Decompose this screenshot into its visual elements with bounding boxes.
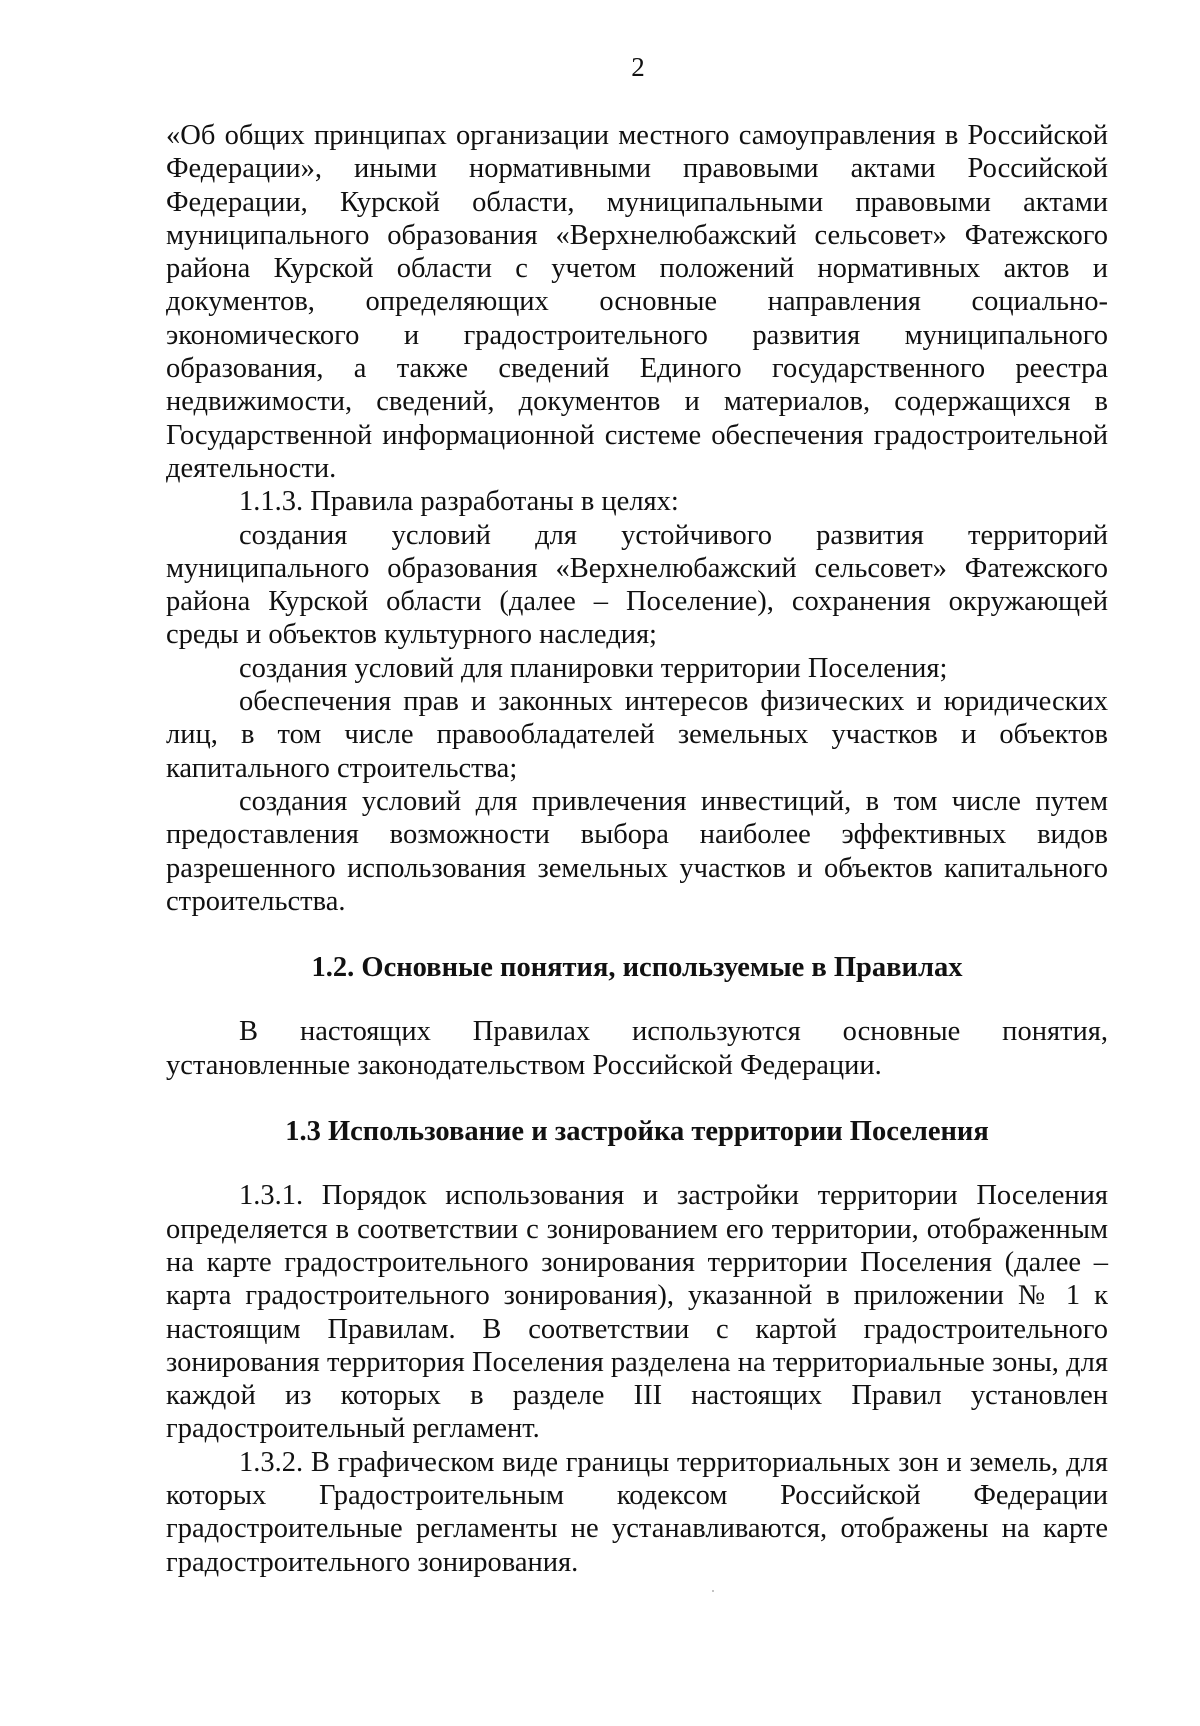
intro-paragraph: «Об общих принципах организации местного самоуправления в Российской Федерации», иными нормативными правовыми актами Российской Федерации, Курской области, муниципальными правовыми актами муниципального образования «Верхнелюбажский сельсовет» Фатежского района Курской области с учетом положений нормативных актов и документов, определяющих основные направления социально-экономического и градостроительного развития муниципального образования, а также сведений Единого государственного реестра недвижимости, сведений, документов и материалов, содержащихся в Государственной информационной системе обеспечения градостроительной деятельности. (166, 120, 1108, 484)
section-heading-1-2: 1.2. Основные понятия, используемые в Правилах (311, 952, 963, 984)
goal-item: обеспечения прав и законных интересов физических и юридических лиц, в том числе правообладателей земельных участков и объектов капитального строительства; (166, 686, 1108, 784)
document-body (166, 119, 1108, 1579)
goals-intro-paragraph: 1.1.3. Правила разработаны в целях: (239, 486, 679, 518)
section-1-3-2-paragraph: 1.3.2. В графическом виде границы территориальных зон и земель, для которых Градостроительным кодексом Российской Федерации градостроительные регламенты не устанавливаются, отображены на карте градостроительного зонирования. (166, 1446, 1108, 1578)
goal-item: создания условий для устойчивого развития территорий муниципального образования «Верхнелюбажский сельсовет» Фатежского района Курской области (далее – Поселение), сохранения окружающей среды и объектов культурного наследия; (166, 519, 1108, 651)
section-1-2-paragraph: В настоящих Правилах используются основные понятия, установленные законодательством Российской Федерации. (166, 1016, 1108, 1081)
section-1-3-1-paragraph: 1.3.1. Порядок использования и застройки территории Поселения определяется в соответствии с зонированием его территории, отображенным на карте градостроительного зонирования территории Поселения (далее – карта градостроительного зонирования), указанной в приложении № 1 к настоящим Правилам. В соответствии с картой градостроительного зонирования территория Поселения разделена на территориальные зоны, для каждой из которых в разделе III настоящих Правил установлен градостроительный регламент. (166, 1180, 1108, 1445)
page-number: 2 (631, 52, 645, 82)
section-heading-1-3: 1.3 Использование и застройка территории Поселения (285, 1116, 989, 1148)
scan-speck (712, 1590, 714, 1592)
goal-item: создания условий для планировки территории Поселения; (239, 652, 948, 684)
goal-item: создания условий для привлечения инвестиций, в том числе путем предоставления возможности выбора наиболее эффективных видов разрешенного использования земельных участков и объектов капитального строительства. (166, 785, 1108, 917)
